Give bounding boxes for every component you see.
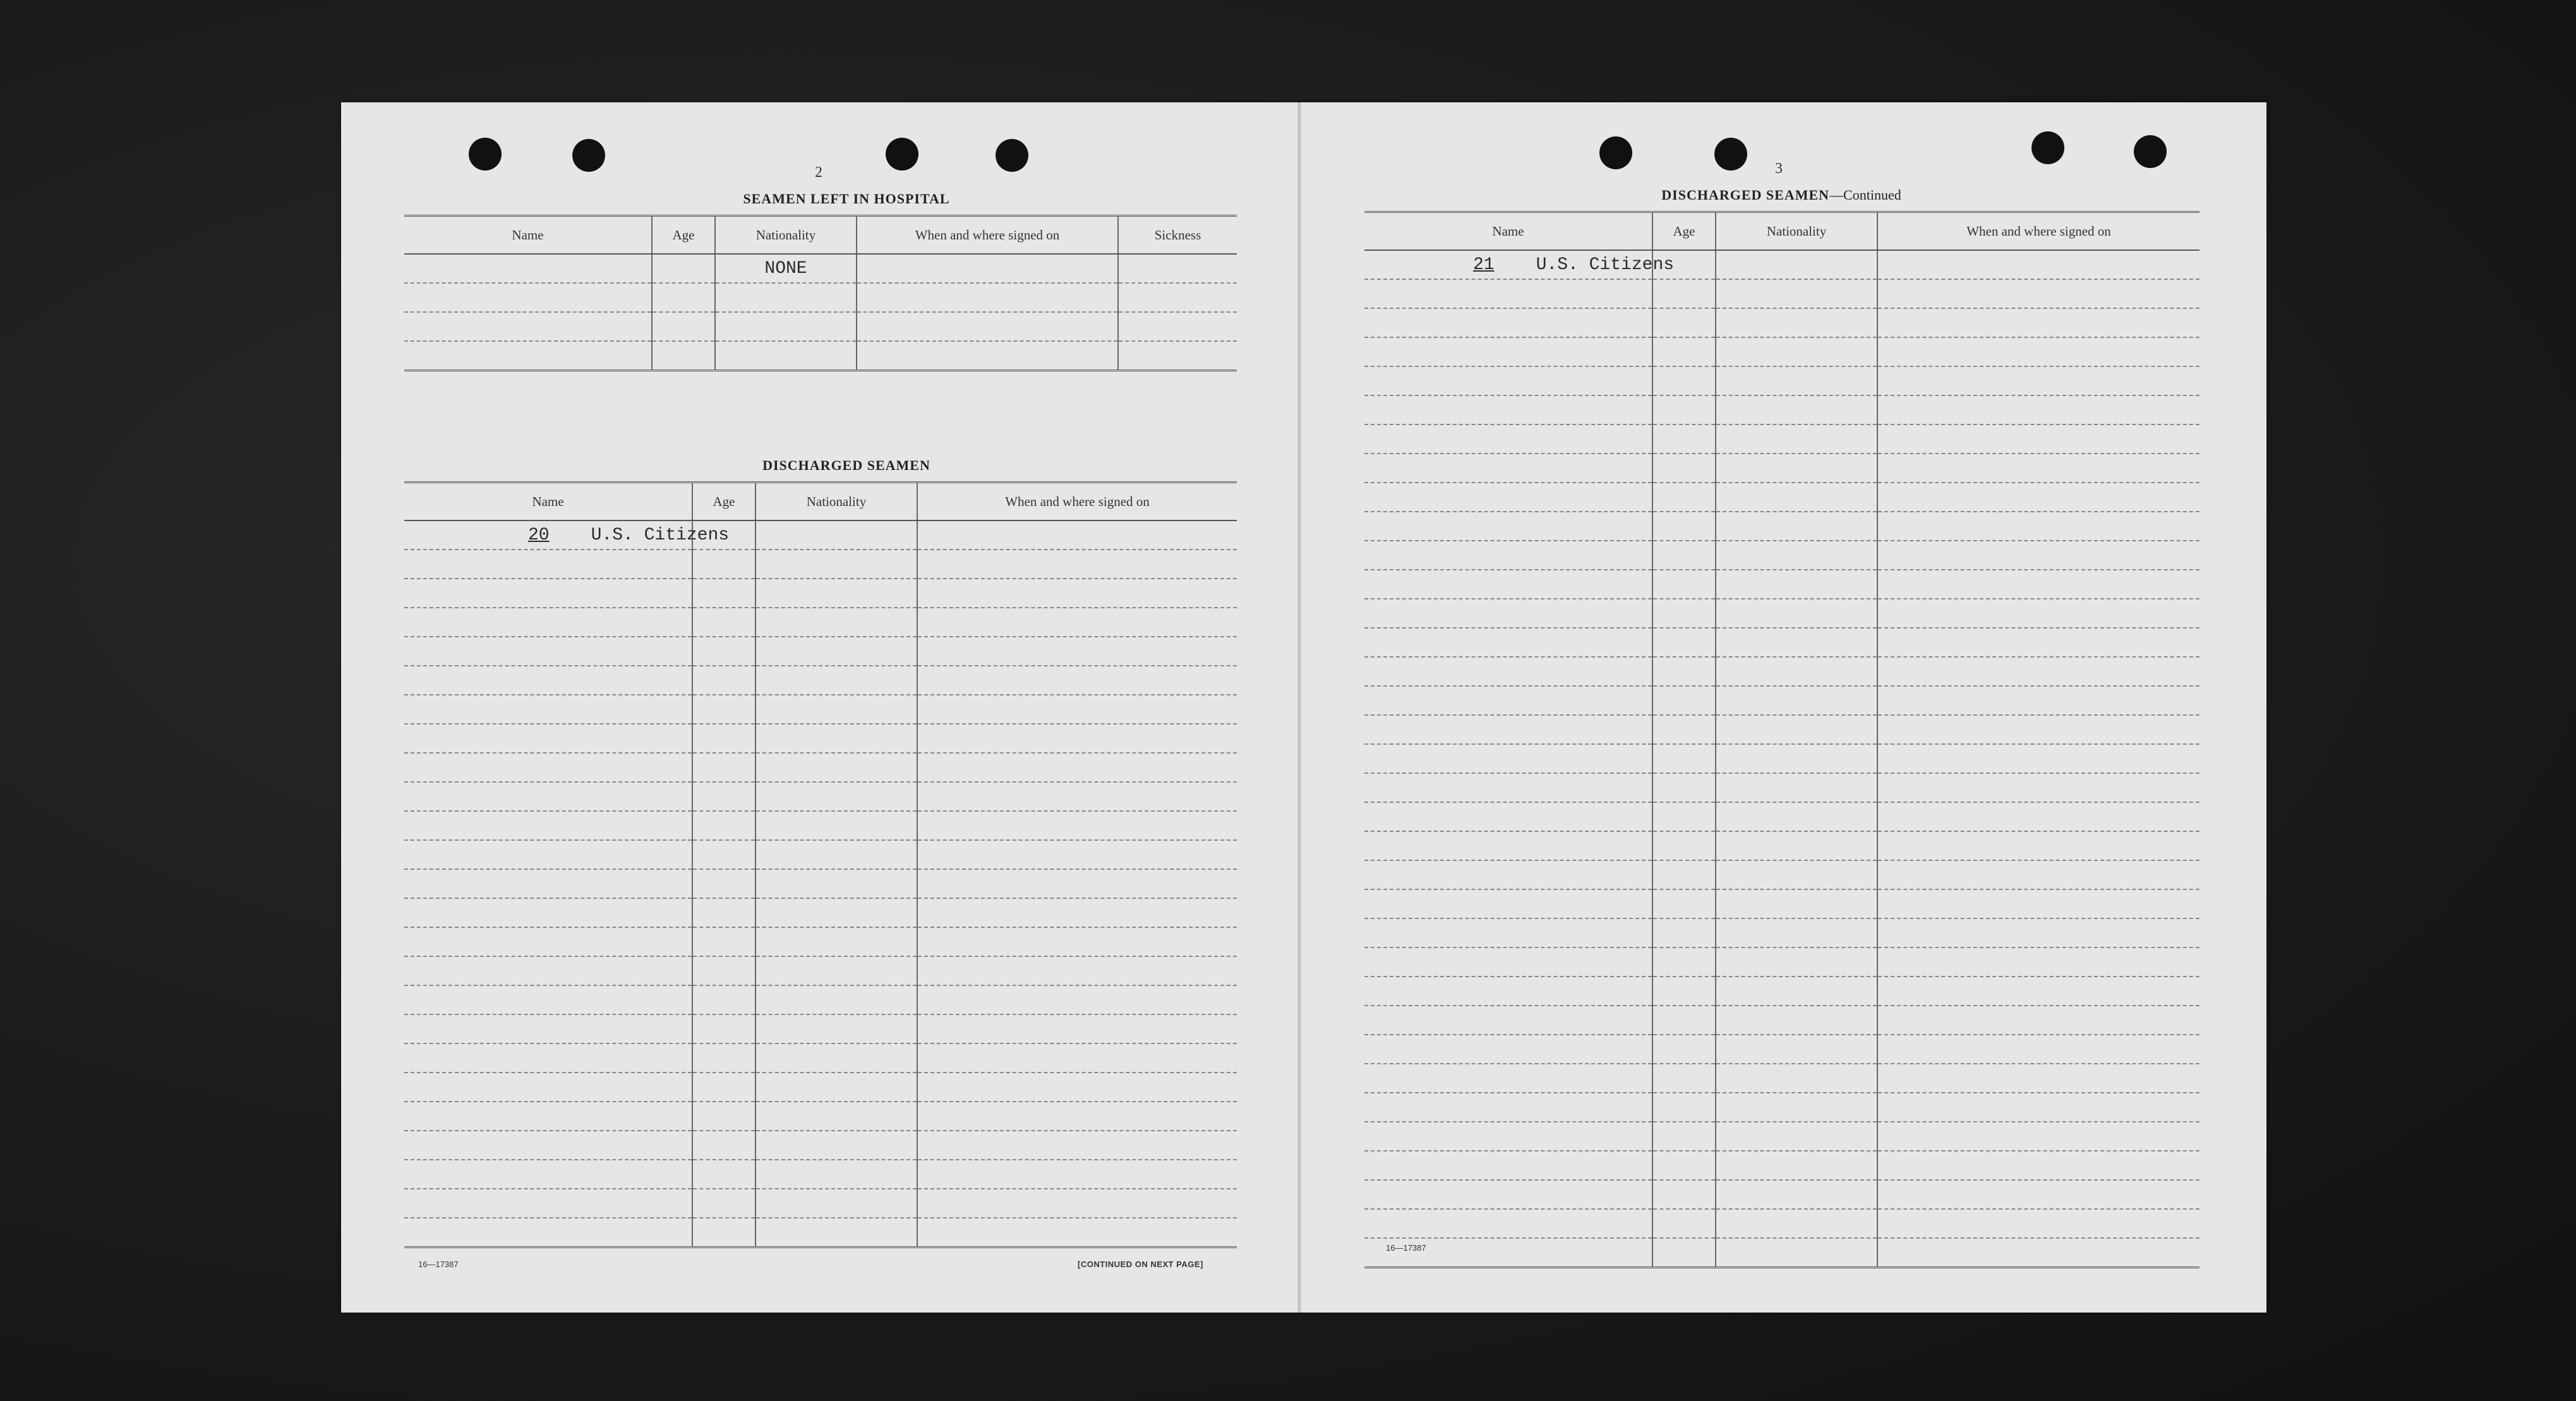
table-row (404, 1131, 1237, 1160)
table-row (1364, 1093, 2200, 1122)
table-row (404, 1043, 1237, 1073)
table-row (404, 1218, 1237, 1248)
table-row (1364, 279, 2200, 308)
discharged-continued-title: DISCHARGED SEAMEN—Continued (1661, 187, 1901, 203)
table-row (1364, 628, 2200, 657)
column-header-age: Age (1652, 213, 1716, 250)
binder-hole-icon (2031, 131, 2064, 164)
table-row (404, 312, 1237, 341)
table-row (404, 1189, 1237, 1218)
table-row (404, 1102, 1237, 1131)
column-header-nationality: Nationality (755, 483, 917, 520)
continued-note: [CONTINUED ON NEXT PAGE] (1078, 1260, 1203, 1269)
discharged-count: 20 (528, 525, 550, 545)
table-row (404, 840, 1237, 869)
table-row (1364, 686, 2200, 715)
table-row (1364, 424, 2200, 454)
form-code-left: 16—17387 (418, 1260, 459, 1269)
column-header-age: Age (692, 483, 755, 520)
discharged-entry-continued (1364, 250, 1675, 279)
table-row (404, 898, 1237, 927)
table-row (1364, 831, 2200, 860)
table-row (1364, 1122, 2200, 1151)
table-row (404, 637, 1237, 666)
table-row (1364, 715, 2200, 744)
hospital-table (404, 215, 1237, 371)
page-number-right: 3 (1775, 160, 1783, 177)
table-row (1364, 512, 2200, 541)
table-row (1364, 1064, 2200, 1093)
document-sheet (341, 102, 2266, 1313)
table-row (404, 869, 1237, 898)
discharged-entry (404, 520, 730, 550)
table-row (404, 1014, 1237, 1043)
column-header-age: Age (652, 217, 715, 254)
table-row (404, 1160, 1237, 1189)
table-row (1364, 541, 2200, 570)
column-header-name: Name (404, 217, 652, 254)
table-row (1364, 454, 2200, 483)
discharged-section-title: DISCHARGED SEAMEN (762, 457, 930, 473)
binder-hole-icon (572, 139, 605, 172)
table-row (404, 753, 1237, 782)
discharged-table-right (1364, 211, 2200, 1268)
table-row (1364, 657, 2200, 686)
hospital-entry-none: NONE (715, 254, 857, 283)
table-row (404, 608, 1237, 637)
table-row (1364, 1238, 2200, 1268)
table-row (404, 956, 1237, 985)
table-row (404, 695, 1237, 724)
discharged-entry-text-continued: U.S. Citizens (1536, 255, 1675, 275)
discharged-count-continued: 21 (1473, 255, 1495, 275)
binder-hole-icon (469, 138, 502, 171)
table-row (1364, 308, 2200, 337)
table-row (1364, 773, 2200, 802)
table-row (1364, 1180, 2200, 1209)
table-row (1364, 483, 2200, 512)
column-header-signed-on: When and where signed on (917, 483, 1237, 520)
binder-hole-icon (996, 139, 1028, 172)
table-row (404, 666, 1237, 695)
table-row (1364, 599, 2200, 628)
table-row (1364, 366, 2200, 395)
column-header-sickness: Sickness (1118, 217, 1237, 254)
table-row (1364, 570, 2200, 599)
table-row (1364, 1209, 2200, 1238)
table-row (404, 1073, 1237, 1102)
table-row (404, 724, 1237, 753)
table-row (1364, 918, 2200, 947)
table-row (1364, 1151, 2200, 1180)
table-row (1364, 395, 2200, 424)
discharged-entry-text: U.S. Citizens (591, 525, 730, 545)
table-row (1364, 1035, 2200, 1064)
table-row (404, 927, 1237, 956)
center-fold (1297, 102, 1301, 1313)
discharged-table-left (404, 481, 1237, 1248)
table-row (1364, 744, 2200, 773)
table-row (1364, 1006, 2200, 1035)
table-row (1364, 250, 2200, 279)
column-header-signed-on: When and where signed on (857, 217, 1118, 254)
table-row (1364, 337, 2200, 366)
table-row (404, 550, 1237, 579)
page-number-left: 2 (815, 164, 822, 181)
table-row (404, 579, 1237, 608)
table-row (404, 341, 1237, 371)
column-header-name: Name (1364, 213, 1652, 250)
binder-hole-icon (886, 138, 918, 171)
table-row (1364, 802, 2200, 831)
column-header-name: Name (404, 483, 692, 520)
binder-hole-icon (1714, 138, 1747, 171)
binder-hole-icon (1599, 136, 1632, 169)
binder-hole-icon (2134, 135, 2167, 168)
table-row (404, 782, 1237, 811)
hospital-section-title: SEAMEN LEFT IN HOSPITAL (743, 191, 950, 207)
form-code-right: 16—17387 (1386, 1243, 1426, 1253)
column-header-nationality: Nationality (715, 217, 857, 254)
table-row (1364, 947, 2200, 977)
table-row (404, 811, 1237, 840)
table-row (404, 283, 1237, 312)
table-row (1364, 860, 2200, 889)
table-row (404, 985, 1237, 1014)
column-header-signed-on: When and where signed on (1877, 213, 2200, 250)
table-row (1364, 977, 2200, 1006)
table-row (404, 254, 1237, 283)
column-header-nationality: Nationality (1716, 213, 1877, 250)
table-row (1364, 889, 2200, 918)
table-row (404, 520, 1237, 550)
